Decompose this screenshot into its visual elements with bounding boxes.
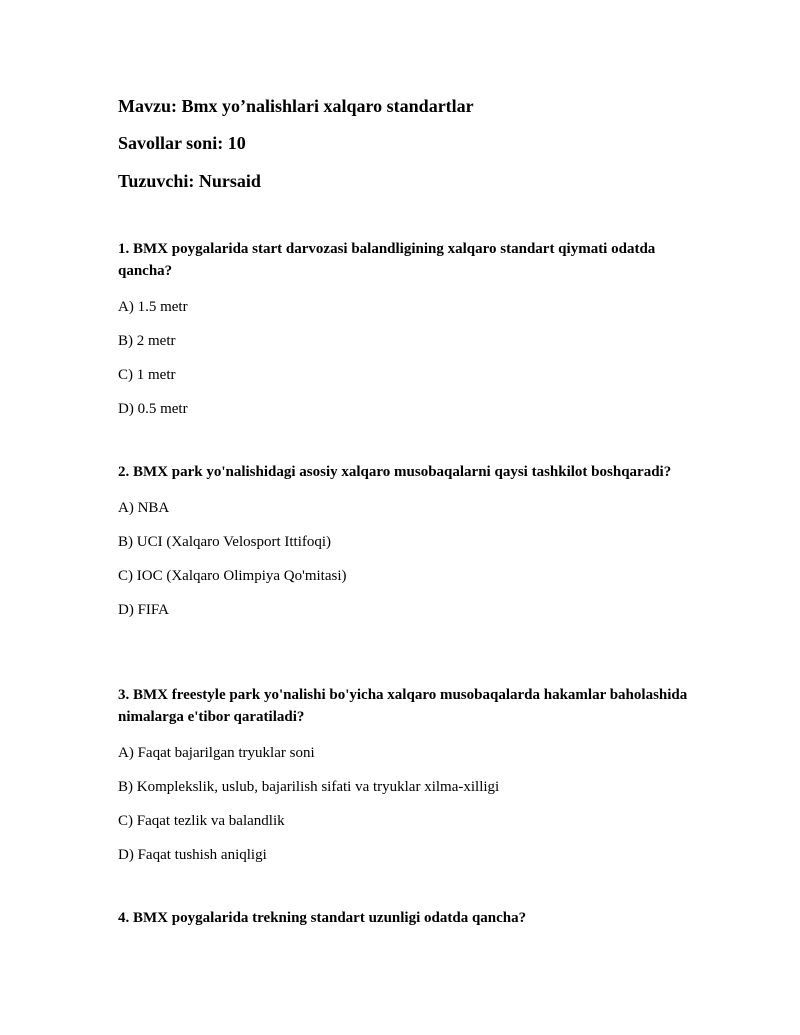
option-a: A) NBA	[118, 500, 170, 516]
option-b: B) Komplekslik, uslub, bajarilish sifati va tryuklar xilma-xilligi	[118, 779, 500, 795]
question-2	[118, 461, 708, 619]
author-heading: Tuzuvchi: Nursaid	[118, 171, 261, 191]
question-title: 4. BMX poygalarida trekning standart uzunligi odatda qancha?	[118, 910, 527, 926]
question-1	[118, 238, 708, 418]
option-a: A) 1.5 metr	[118, 299, 188, 315]
question-count-heading: Savollar soni: 10	[118, 133, 246, 153]
question-title: 2. BMX park yo'nalishidagi asosiy xalqaro musobaqalarni qaysi tashkilot boshqaradi?	[118, 464, 672, 480]
option-d: D) FIFA	[118, 602, 169, 618]
option-c: C) 1 metr	[118, 367, 176, 383]
option-c: C) Faqat tezlik va balandlik	[118, 813, 285, 829]
option-b: B) 2 metr	[118, 333, 176, 349]
option-d: D) Faqat tushish aniqligi	[118, 847, 267, 863]
option-d: D) 0.5 metr	[118, 401, 188, 417]
option-c: C) IOC (Xalqaro Olimpiya Qo'mitasi)	[118, 568, 347, 584]
option-b: B) UCI (Xalqaro Velosport Ittifoqi)	[118, 534, 332, 550]
question-title: 1. BMX poygalarida start darvozasi balandligining xalqaro standart qiymati odatda qancha?	[118, 241, 656, 279]
option-a: A) Faqat bajarilgan tryuklar soni	[118, 745, 315, 761]
question-title: 3. BMX freestyle park yo'nalishi bo'yicha xalqaro musobaqalarda hakamlar baholashida nimalarga e'tibor qaratiladi?	[118, 687, 688, 725]
topic-heading: Mavzu: Bmx yo’nalishlari xalqaro standartlar	[118, 96, 474, 116]
question-3	[118, 684, 708, 864]
question-4	[118, 907, 708, 929]
